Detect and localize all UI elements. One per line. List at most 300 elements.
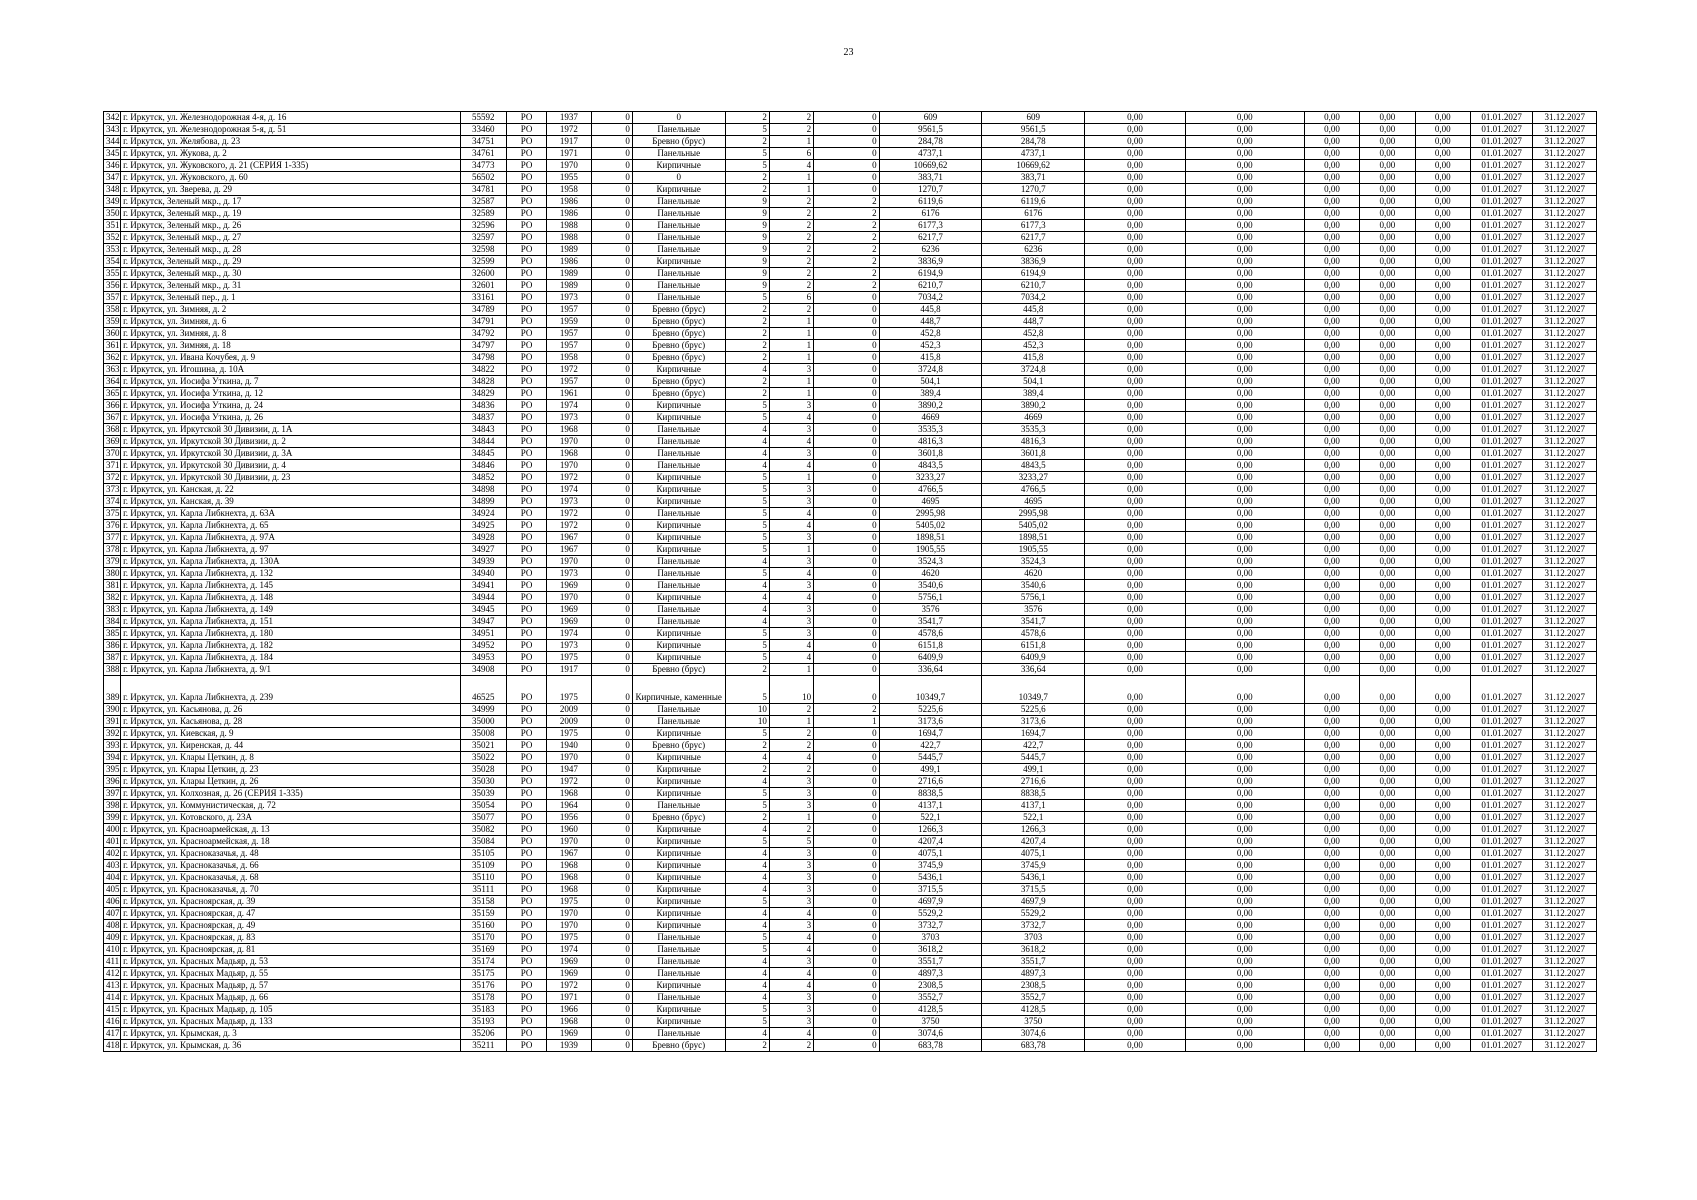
reconstruction-year: 0 [591,124,632,136]
cost-4: 0,00 [1360,556,1415,568]
cost-2: 0,00 [1185,968,1304,980]
living-area: 4137,1 [982,800,1085,812]
cost-2: 0,00 [1185,640,1304,652]
wall-material: Панельные [632,932,725,944]
build-year: 1969 [547,956,591,968]
cost-1: 0,00 [1085,376,1186,388]
cost-3: 0,00 [1304,484,1359,496]
house-code: 35169 [460,944,506,956]
build-year: 1986 [547,208,591,220]
total-area: 3724,8 [879,364,982,376]
lifts: 0 [814,604,879,616]
cost-2: 0,00 [1185,800,1304,812]
wall-material: Кирпичные [632,532,725,544]
table-row [104,184,1597,196]
table-row [104,508,1597,520]
reconstruction-year: 0 [591,508,632,520]
fund-type: РО [506,280,546,292]
address: г. Иркутск, ул. Канская, д. 22 [121,484,461,496]
living-area: 6177,3 [982,220,1085,232]
floors: 5 [725,292,769,304]
cost-3: 0,00 [1304,232,1359,244]
reconstruction-year: 0 [591,944,632,956]
cost-5: 0,00 [1415,616,1470,628]
wall-material: Бревно (брус) [632,352,725,364]
cost-2: 0,00 [1185,484,1304,496]
lifts: 0 [814,388,879,400]
cost-3: 0,00 [1304,124,1359,136]
house-code: 34944 [460,592,506,604]
entrances: 2 [769,196,813,208]
build-year: 1970 [547,556,591,568]
total-area: 336,64 [879,664,982,676]
address: г. Иркутск, ул. Красноармейская, д. 13 [121,824,461,836]
fund-type: РО [506,196,546,208]
cost-3: 0,00 [1304,148,1359,160]
build-year: 1958 [547,184,591,196]
fund-type: РО [506,352,546,364]
end-date: 31.12.2027 [1533,800,1597,812]
cost-1: 0,00 [1085,848,1186,860]
living-area: 4669 [982,412,1085,424]
build-year: 1968 [547,884,591,896]
row-number: 345 [104,148,121,160]
cost-1: 0,00 [1085,860,1186,872]
build-year: 1972 [547,776,591,788]
cost-5: 0,00 [1415,268,1470,280]
address: г. Иркутск, ул. Карла Либкнехта, д. 130А [121,556,461,568]
lifts: 0 [814,484,879,496]
start-date: 01.01.2027 [1470,268,1532,280]
living-area: 4128,5 [982,1004,1085,1016]
floors: 4 [725,616,769,628]
house-code: 34837 [460,412,506,424]
lifts: 2 [814,196,879,208]
house-code: 35178 [460,992,506,1004]
wall-material: Кирпичные [632,1004,725,1016]
floors: 5 [725,532,769,544]
row-number: 379 [104,556,121,568]
reconstruction-year: 0 [591,376,632,388]
cost-1: 0,00 [1085,556,1186,568]
start-date: 01.01.2027 [1470,568,1532,580]
fund-type: РО [506,136,546,148]
cost-5: 0,00 [1415,484,1470,496]
cost-5: 0,00 [1415,704,1470,716]
row-number: 346 [104,160,121,172]
start-date: 01.01.2027 [1470,728,1532,740]
living-area: 6409,9 [982,652,1085,664]
build-year: 1917 [547,136,591,148]
reconstruction-year: 0 [591,1016,632,1028]
cost-5: 0,00 [1415,764,1470,776]
floors: 5 [725,412,769,424]
end-date: 31.12.2027 [1533,112,1597,124]
living-area: 5529,2 [982,908,1085,920]
lifts: 0 [814,884,879,896]
entrances: 3 [769,920,813,932]
floors: 2 [725,136,769,148]
total-area: 5756,1 [879,592,982,604]
wall-material: Панельные [632,424,725,436]
address: г. Иркутск, ул. Красных Мадьяр, д. 53 [121,956,461,968]
address: г. Иркутск, ул. Касьянова, д. 26 [121,704,461,716]
wall-material: Кирпичные [632,592,725,604]
fund-type: РО [506,340,546,352]
lifts: 0 [814,172,879,184]
floors: 4 [725,992,769,1004]
house-code: 34751 [460,136,506,148]
start-date: 01.01.2027 [1470,112,1532,124]
floors: 4 [725,824,769,836]
cost-2: 0,00 [1185,148,1304,160]
house-code: 34828 [460,376,506,388]
entrances: 3 [769,424,813,436]
table-row [104,136,1597,148]
cost-2: 0,00 [1185,812,1304,824]
row-number: 356 [104,280,121,292]
total-area: 3745,9 [879,860,982,872]
address: г. Иркутск, ул. Иосифа Уткина, д. 24 [121,400,461,412]
row-number: 342 [104,112,121,124]
entrances: 2 [769,232,813,244]
build-year: 1957 [547,340,591,352]
cost-1: 0,00 [1085,172,1186,184]
total-area: 8838,5 [879,788,982,800]
floors: 5 [725,472,769,484]
table-row [104,208,1597,220]
wall-material: Бревно (брус) [632,388,725,400]
total-area: 6177,3 [879,220,982,232]
lifts: 0 [814,460,879,472]
address: г. Иркутск, Зеленый мкр., д. 29 [121,256,461,268]
lifts: 0 [814,532,879,544]
start-date: 01.01.2027 [1470,616,1532,628]
fund-type: РО [506,364,546,376]
wall-material: Кирпичные [632,400,725,412]
start-date: 01.01.2027 [1470,148,1532,160]
cost-3: 0,00 [1304,752,1359,764]
build-year: 1947 [547,764,591,776]
reconstruction-year: 0 [591,800,632,812]
cost-1: 0,00 [1085,448,1186,460]
floors: 5 [725,896,769,908]
total-area: 4207,4 [879,836,982,848]
floors: 9 [725,196,769,208]
cost-4: 0,00 [1360,340,1415,352]
start-date: 01.01.2027 [1470,932,1532,944]
start-date: 01.01.2027 [1470,944,1532,956]
wall-material: Панельные [632,944,725,956]
cost-2: 0,00 [1185,364,1304,376]
living-area: 2308,5 [982,980,1085,992]
cost-1: 0,00 [1085,968,1186,980]
cost-1: 0,00 [1085,1040,1186,1052]
reconstruction-year: 0 [591,1004,632,1016]
address: г. Иркутск, Зеленый мкр., д. 28 [121,244,461,256]
total-area: 5436,1 [879,872,982,884]
reconstruction-year: 0 [591,788,632,800]
fund-type: РО [506,616,546,628]
cost-4: 0,00 [1360,592,1415,604]
table-row [104,860,1597,872]
cost-1: 0,00 [1085,752,1186,764]
build-year: 1986 [547,256,591,268]
total-area: 4843,5 [879,460,982,472]
reconstruction-year: 0 [591,148,632,160]
build-year: 1968 [547,1016,591,1028]
reconstruction-year: 0 [591,364,632,376]
cost-2: 0,00 [1185,340,1304,352]
lifts: 0 [814,436,879,448]
floors: 5 [725,652,769,664]
total-area: 3890,2 [879,400,982,412]
cost-2: 0,00 [1185,740,1304,752]
cost-3: 0,00 [1304,848,1359,860]
wall-material: Панельные [632,508,725,520]
row-number: 367 [104,412,121,424]
table-row [104,304,1597,316]
end-date: 31.12.2027 [1533,860,1597,872]
cost-5: 0,00 [1415,776,1470,788]
table-row [104,652,1597,664]
cost-2: 0,00 [1185,592,1304,604]
fund-type: РО [506,640,546,652]
cost-3: 0,00 [1304,556,1359,568]
wall-material: Панельные [632,292,725,304]
address: г. Иркутск, ул. Жуковского, д. 60 [121,172,461,184]
table-row [104,292,1597,304]
cost-4: 0,00 [1360,424,1415,436]
house-code: 34822 [460,364,506,376]
end-date: 31.12.2027 [1533,776,1597,788]
start-date: 01.01.2027 [1470,448,1532,460]
reconstruction-year: 0 [591,604,632,616]
fund-type: РО [506,992,546,1004]
cost-3: 0,00 [1304,460,1359,472]
cost-3: 0,00 [1304,340,1359,352]
cost-1: 0,00 [1085,836,1186,848]
build-year: 1967 [547,544,591,556]
cost-4: 0,00 [1360,148,1415,160]
cost-3: 0,00 [1304,860,1359,872]
fund-type: РО [506,328,546,340]
cost-4: 0,00 [1360,280,1415,292]
build-year: 1989 [547,268,591,280]
entrances: 4 [769,460,813,472]
end-date: 31.12.2027 [1533,520,1597,532]
entrances: 1 [769,472,813,484]
row-number: 410 [104,944,121,956]
build-year: 1957 [547,328,591,340]
total-area: 7034,2 [879,292,982,304]
end-date: 31.12.2027 [1533,256,1597,268]
fund-type: РО [506,800,546,812]
floors: 4 [725,580,769,592]
end-date: 31.12.2027 [1533,788,1597,800]
cost-2: 0,00 [1185,1016,1304,1028]
cost-1: 0,00 [1085,1016,1186,1028]
wall-material: Кирпичные [632,160,725,172]
address: г. Иркутск, ул. Крымская, д. 36 [121,1040,461,1052]
total-area: 4620 [879,568,982,580]
table-row [104,580,1597,592]
fund-type: РО [506,824,546,836]
reconstruction-year: 0 [591,112,632,124]
build-year: 1964 [547,800,591,812]
table-row [104,944,1597,956]
cost-2: 0,00 [1185,532,1304,544]
total-area: 284,78 [879,136,982,148]
fund-type: РО [506,848,546,860]
total-area: 4137,1 [879,800,982,812]
total-area: 1266,3 [879,824,982,836]
entrances: 4 [769,652,813,664]
table-row [104,640,1597,652]
cost-5: 0,00 [1415,824,1470,836]
living-area: 10669,62 [982,160,1085,172]
floors: 10 [725,716,769,728]
wall-material: Панельные [632,436,725,448]
cost-4: 0,00 [1360,484,1415,496]
living-area: 452,8 [982,328,1085,340]
row-number: 376 [104,520,121,532]
house-code: 33460 [460,124,506,136]
cost-3: 0,00 [1304,800,1359,812]
total-area: 415,8 [879,352,982,364]
cost-1: 0,00 [1085,896,1186,908]
row-number: 400 [104,824,121,836]
floors: 5 [725,800,769,812]
address: г. Иркутск, ул. Киренская, д. 44 [121,740,461,752]
lifts: 1 [814,716,879,728]
address: г. Иркутск, ул. Карла Либкнехта, д. 239 [121,676,461,704]
table-row [104,616,1597,628]
lifts: 0 [814,148,879,160]
cost-4: 0,00 [1360,508,1415,520]
house-code: 35110 [460,872,506,884]
living-area: 3890,2 [982,400,1085,412]
entrances: 4 [769,932,813,944]
house-code: 35022 [460,752,506,764]
end-date: 31.12.2027 [1533,136,1597,148]
living-area: 3836,9 [982,256,1085,268]
address: г. Иркутск, ул. Карла Либкнехта, д. 145 [121,580,461,592]
living-area: 448,7 [982,316,1085,328]
wall-material: Панельные [632,704,725,716]
address: г. Иркутск, ул. Карла Либкнехта, д. 132 [121,568,461,580]
end-date: 31.12.2027 [1533,740,1597,752]
living-area: 1905,55 [982,544,1085,556]
lifts: 0 [814,568,879,580]
entrances: 3 [769,848,813,860]
floors: 9 [725,220,769,232]
start-date: 01.01.2027 [1470,436,1532,448]
end-date: 31.12.2027 [1533,412,1597,424]
house-code: 35158 [460,896,506,908]
total-area: 3715,5 [879,884,982,896]
build-year: 1972 [547,472,591,484]
wall-material: Кирпичные [632,908,725,920]
cost-1: 0,00 [1085,872,1186,884]
cost-3: 0,00 [1304,352,1359,364]
table-row [104,412,1597,424]
cost-5: 0,00 [1415,160,1470,172]
floors: 2 [725,340,769,352]
cost-3: 0,00 [1304,424,1359,436]
wall-material: Панельные [632,616,725,628]
fund-type: РО [506,124,546,136]
cost-5: 0,00 [1415,364,1470,376]
house-code: 35039 [460,788,506,800]
cost-4: 0,00 [1360,728,1415,740]
cost-3: 0,00 [1304,244,1359,256]
cost-2: 0,00 [1185,112,1304,124]
entrances: 4 [769,968,813,980]
fund-type: РО [506,728,546,740]
cost-1: 0,00 [1085,956,1186,968]
cost-5: 0,00 [1415,716,1470,728]
table-row [104,556,1597,568]
house-code: 35159 [460,908,506,920]
house-code: 34947 [460,616,506,628]
cost-4: 0,00 [1360,1040,1415,1052]
address: г. Иркутск, ул. Карла Либкнехта, д. 180 [121,628,461,640]
cost-4: 0,00 [1360,836,1415,848]
floors: 10 [725,704,769,716]
table-row [104,740,1597,752]
wall-material: Кирпичные [632,764,725,776]
reconstruction-year: 0 [591,136,632,148]
cost-1: 0,00 [1085,256,1186,268]
build-year: 1970 [547,592,591,604]
cost-1: 0,00 [1085,208,1186,220]
cost-2: 0,00 [1185,556,1304,568]
cost-5: 0,00 [1415,980,1470,992]
house-code: 34953 [460,652,506,664]
address: г. Иркутск, ул. Иосифа Уткина, д. 26 [121,412,461,424]
cost-2: 0,00 [1185,256,1304,268]
cost-2: 0,00 [1185,788,1304,800]
address: г. Иркутск, ул. Красноказачья, д. 70 [121,884,461,896]
start-date: 01.01.2027 [1470,652,1532,664]
lifts: 0 [814,580,879,592]
floors: 5 [725,568,769,580]
house-code: 34845 [460,448,506,460]
lifts: 2 [814,256,879,268]
row-number: 389 [104,676,121,704]
reconstruction-year: 0 [591,848,632,860]
table-row [104,244,1597,256]
wall-material: Кирпичные [632,472,725,484]
cost-2: 0,00 [1185,184,1304,196]
entrances: 3 [769,400,813,412]
lifts: 0 [814,836,879,848]
entrances: 3 [769,896,813,908]
cost-3: 0,00 [1304,580,1359,592]
house-code: 34927 [460,544,506,556]
table-row [104,268,1597,280]
end-date: 31.12.2027 [1533,604,1597,616]
start-date: 01.01.2027 [1470,1016,1532,1028]
table-row [104,848,1597,860]
living-area: 3551,7 [982,956,1085,968]
floors: 9 [725,244,769,256]
cost-4: 0,00 [1360,436,1415,448]
total-area: 1898,51 [879,532,982,544]
cost-1: 0,00 [1085,112,1186,124]
start-date: 01.01.2027 [1470,896,1532,908]
